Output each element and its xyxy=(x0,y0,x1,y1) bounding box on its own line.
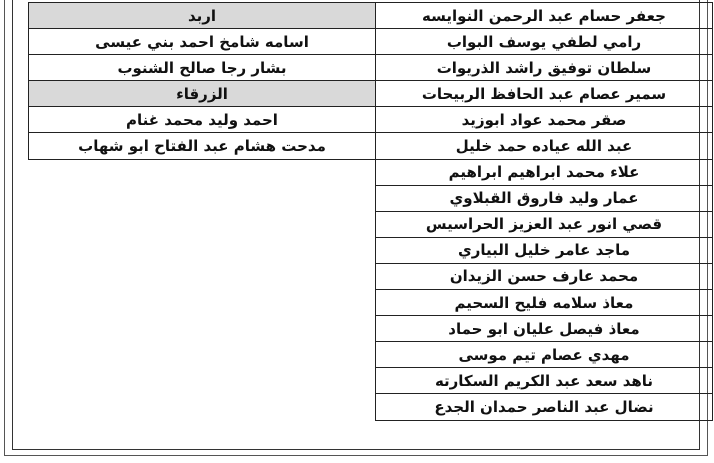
name-cell: جعفر حسام عبد الرحمن النوايسه xyxy=(376,3,713,29)
name-cell: مهدي عصام تيم موسى xyxy=(376,342,713,368)
page-border-left xyxy=(4,0,5,456)
empty-cell xyxy=(29,185,376,211)
name-cell: ناهد سعد عبد الكريم السكارته xyxy=(376,368,713,394)
table-row xyxy=(29,159,713,185)
table-row xyxy=(29,185,713,211)
section-header-irbid: اربد xyxy=(29,3,376,29)
name-cell: سمير عصام عبد الحافظ الربيحات xyxy=(376,81,713,107)
empty-cell xyxy=(29,211,376,237)
table-row xyxy=(29,29,713,55)
empty-cell xyxy=(29,368,376,394)
name-cell: اسامه شامخ احمد بني عيسى xyxy=(29,29,376,55)
name-cell: معاذ فيصل عليان ابو حماد xyxy=(376,316,713,342)
table-row xyxy=(29,316,713,342)
table-row xyxy=(29,211,713,237)
section-header-zarqa: الزرقاء xyxy=(29,81,376,107)
name-cell: احمد وليد محمد غنام xyxy=(29,107,376,133)
name-cell: معاذ سلامه فليح السحيم xyxy=(376,290,713,316)
table-row xyxy=(29,133,713,159)
name-cell: محمد عارف حسن الزيدان xyxy=(376,263,713,289)
empty-cell xyxy=(29,159,376,185)
name-cell: قصي انور عبد العزيز الحراسيس xyxy=(376,211,713,237)
name-cell: صقر محمد عواد ابوزيد xyxy=(376,107,713,133)
empty-cell xyxy=(29,316,376,342)
name-cell: نضال عبد الناصر حمدان الجدع xyxy=(376,394,713,420)
name-cell: سلطان توفيق راشد الذريوات xyxy=(376,55,713,81)
table-row xyxy=(29,3,713,29)
table-row xyxy=(29,290,713,316)
empty-cell xyxy=(29,394,376,420)
name-cell: عمار وليد فاروق القبلاوي xyxy=(376,185,713,211)
name-cell: رامي لطفي يوسف البواب xyxy=(376,29,713,55)
names-table xyxy=(28,2,713,421)
table-row xyxy=(29,263,713,289)
empty-cell xyxy=(29,342,376,368)
table-row xyxy=(29,55,713,81)
name-cell: بشار رجا صالح الشنوب xyxy=(29,55,376,81)
name-cell: عبد الله عياده حمد خليل xyxy=(376,133,713,159)
empty-cell xyxy=(29,290,376,316)
table-row xyxy=(29,342,713,368)
name-cell: ماجد عامر خليل البياري xyxy=(376,237,713,263)
table-row xyxy=(29,368,713,394)
name-cell: علاء محمد ابراهيم ابراهيم xyxy=(376,159,713,185)
table-row xyxy=(29,394,713,420)
table-row xyxy=(29,81,713,107)
empty-cell xyxy=(29,263,376,289)
page-border-bottom xyxy=(4,455,708,456)
empty-cell xyxy=(29,237,376,263)
table-row xyxy=(29,237,713,263)
table-row xyxy=(29,107,713,133)
name-cell: مدحت هشام عبد الفتاح ابو شهاب xyxy=(29,133,376,159)
